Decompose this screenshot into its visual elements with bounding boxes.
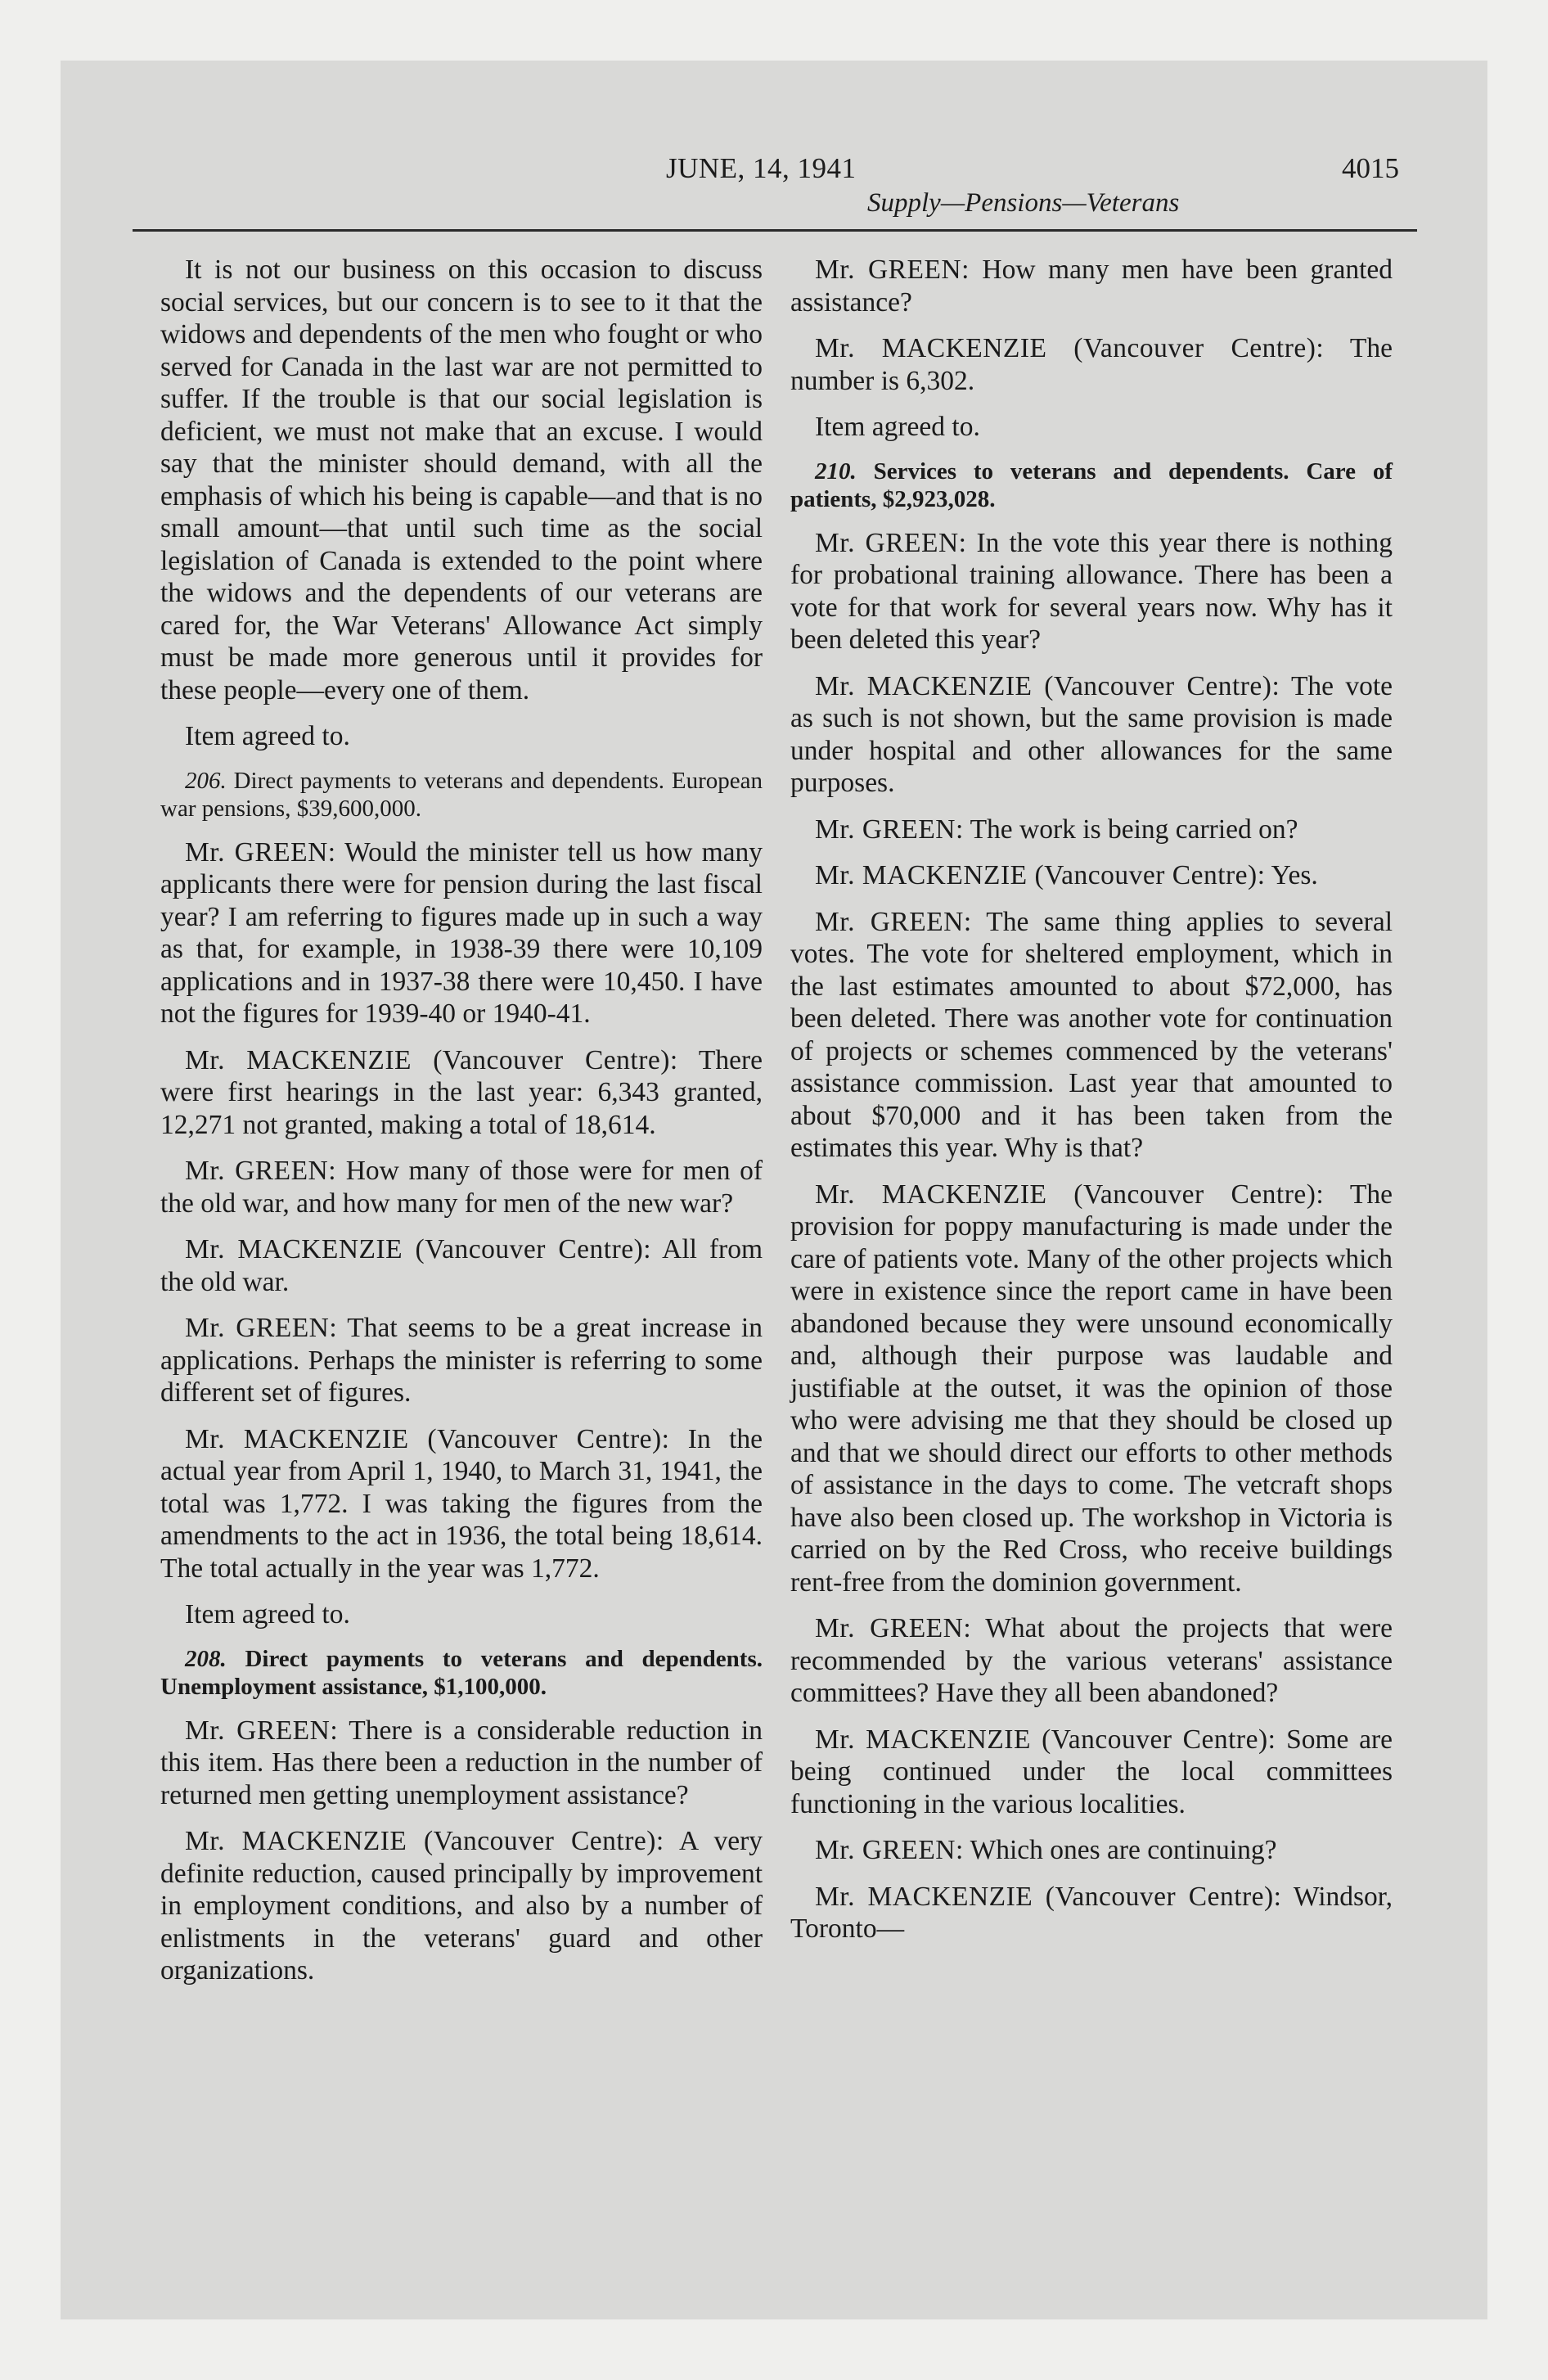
- speaker-name: Mr. MACKENZIE (Vancouver Centre):: [815, 333, 1325, 363]
- speech-text: Which ones are continuing?: [963, 1835, 1277, 1865]
- speaker-name: Mr. MACKENZIE (Vancouver Centre):: [815, 1179, 1325, 1210]
- speech-text: The provision for poppy manufacturing is made under the care of patients vote. Many of the other projects which were in existence since the report came in have been abandoned because they were unsound economically and, although their purpose was laudable and justifiable at the outset, it was the opinion of those who were advising me that they should be closed up and that we should direct our efforts to other methods of assistance in the days to come. The vetcraft shops have also been closed up. The workshop in Victoria is carried on by the Red Cross, who receive buildings rent-free from the dominion government.: [790, 1179, 1393, 1598]
- left-column: [160, 254, 763, 2001]
- header-page-number: 4015: [1342, 152, 1399, 184]
- item-description: Services to veterans and dependents. Care of patients, $2,923,028.: [790, 458, 1393, 512]
- speech-paragraph: [790, 527, 1393, 656]
- speech-text: There were first hearings in the last year: 6,343 granted, 12,271 not granted, making a total of 18,614.: [160, 1044, 763, 1140]
- speaker-name: Mr. MACKENZIE (Vancouver Centre):: [815, 670, 1280, 701]
- speech-text: There is a considerable reduction in this item. Has there been a reduction in the number of returned men getting unemployment assistance?: [160, 1715, 763, 1810]
- speech-paragraph: [160, 1423, 763, 1585]
- speech-paragraph: [790, 332, 1393, 397]
- speech-paragraph: [790, 670, 1393, 800]
- speech-paragraph: [790, 1881, 1393, 1945]
- paragraph: [160, 254, 763, 706]
- speaker-name: Mr. GREEN:: [815, 1613, 972, 1643]
- speaker-name: Mr. GREEN:: [815, 255, 970, 285]
- speech-paragraph: [790, 1724, 1393, 1821]
- header-rule: [133, 229, 1417, 232]
- speech-paragraph: [160, 1825, 763, 1987]
- speech-text: Windsor, Toronto—: [790, 1881, 1393, 1944]
- speech-paragraph: [160, 1233, 763, 1298]
- estimate-item-210: [790, 458, 1393, 513]
- speaker-name: Mr. MACKENZIE (Vancouver Centre):: [185, 1826, 664, 1856]
- speech-paragraph: [790, 1179, 1393, 1599]
- speech-text: The vote as such is not shown, but the same provision is made under hospital and other allowances for the same purposes.: [790, 670, 1393, 798]
- header-date: JUNE, 14, 1941: [666, 152, 857, 184]
- header-section-title: Supply—Pensions—Veterans: [867, 188, 1180, 218]
- speech-text: Some are being continued under the local committees functioning in the various localities.: [790, 1724, 1393, 1819]
- speech-paragraph: [160, 1155, 763, 1219]
- item-agreed: Item agreed to.: [815, 412, 980, 442]
- speaker-name: Mr. MACKENZIE (Vancouver Centre):: [185, 1423, 670, 1454]
- speech-text: Would the minister tell us how many applicants there were for pension during the last fiscal year? I am referring to figures made up in such a way as that, for example, in 1938-39 there were 10,109 applications and in 1937-38 there were 10,450. I have not the figures for 1939-40 or 1940-41.: [160, 836, 763, 1029]
- item-number: 206.: [185, 767, 227, 794]
- item-description: Direct payments to veterans and dependents. Unemployment assistance, $1,100,000.: [160, 1645, 763, 1700]
- speech-paragraph: [790, 1834, 1393, 1867]
- speaker-name: Mr. GREEN:: [815, 527, 967, 558]
- speech-text: How many of those were for men of the old war, and how many for men of the new war?: [160, 1156, 763, 1219]
- page-header: [61, 61, 1487, 224]
- speaker-name: Mr. MACKENZIE (Vancouver Centre):: [815, 1724, 1276, 1755]
- speech-text: In the vote this year there is nothing for probational training allowance. There has been a vote for that work for several years now. Why has it been deleted this year?: [790, 527, 1393, 655]
- speech-paragraph: [160, 1312, 763, 1409]
- paragraph-text: It is not our business on this occasion to discuss social services, but our concern is to see to it that the widows and dependents of the men who fought or who served for Canada in the last war are not permitted to suffer. If the trouble is that our social legislation is deficient, we must not make that an excuse. I would say that the minister should demand, with all the emphasis of which his being is capable—and that is no small amount—that until such time as the social legislation of Canada is extended to the point where the widows and the dependents of our veterans are cared for, the War Veterans' Allowance Act simply must be made more generous until it provides for these people—every one of them.: [160, 255, 763, 705]
- estimate-item-208: [160, 1645, 763, 1701]
- item-number: 208.: [185, 1645, 227, 1672]
- speaker-name: Mr. MACKENZIE (Vancouver Centre):: [185, 1234, 652, 1264]
- speech-text: All from the old war.: [160, 1234, 763, 1297]
- speech-paragraph: [790, 1612, 1393, 1710]
- estimate-item-206: [160, 767, 763, 823]
- item-agreed: Item agreed to.: [185, 721, 350, 751]
- speech-text: A very definite reduction, caused principally by improvement in employment conditions, and also by a number of enlistments in the veterans' guard and other organizations.: [160, 1826, 763, 1986]
- speaker-name: Mr. GREEN:: [185, 1313, 338, 1343]
- speech-text: Yes.: [1265, 860, 1318, 890]
- speaker-name: Mr. GREEN:: [815, 1835, 964, 1865]
- speech-paragraph: [160, 1044, 763, 1142]
- speech-text: The same thing applies to several votes. The vote for sheltered employment, which in the last estimates amounted to about $72,000, has been deleted. There was another vote for continuation of projects or schemes commenced by the veterans' assistance commission. Last year that amounted to about $70,000 and it has been taken from the estimates this year. Why is that?: [790, 906, 1393, 1163]
- speech-text: That seems to be a great increase in applications. Perhaps the minister is referring to some different set of figures.: [160, 1313, 763, 1408]
- scanned-page: [61, 61, 1487, 2319]
- speaker-name: Mr. GREEN:: [185, 1156, 337, 1186]
- speaker-name: Mr. MACKENZIE (Vancouver Centre):: [815, 1881, 1282, 1912]
- speech-paragraph: [790, 254, 1393, 318]
- item-number: 210.: [815, 458, 857, 485]
- speech-paragraph: [160, 836, 763, 1030]
- speech-text: The work is being carried on?: [963, 814, 1298, 845]
- speech-paragraph: [160, 1715, 763, 1812]
- item-agreed: Item agreed to.: [185, 1599, 350, 1629]
- speech-paragraph: [790, 859, 1393, 892]
- speaker-name: Mr. MACKENZIE (Vancouver Centre):: [815, 860, 1266, 890]
- speech-paragraph: [790, 906, 1393, 1165]
- right-column: [790, 254, 1393, 1959]
- speech-text: How many men have been granted assistance?: [790, 255, 1393, 318]
- speech-text: In the actual year from April 1, 1940, to March 31, 1941, the total was 1,772. I was taking the figures from the amendments to the act in 1936, the total being 18,614. The total actually in the year was 1,772.: [160, 1423, 763, 1584]
- speaker-name: Mr. GREEN:: [815, 814, 964, 845]
- speech-text: The number is 6,302.: [790, 333, 1393, 396]
- speaker-name: Mr. GREEN:: [185, 836, 336, 868]
- speaker-name: Mr. GREEN:: [185, 1715, 339, 1746]
- speaker-name: Mr. MACKENZIE (Vancouver Centre):: [185, 1044, 678, 1075]
- item-description: Direct payments to veterans and dependents. European war pensions, $39,600,000.: [160, 767, 763, 822]
- speech-text: What about the projects that were recommended by the various veterans' assistance committees? Have they all been abandoned?: [790, 1613, 1393, 1708]
- speech-paragraph: [790, 814, 1393, 846]
- speaker-name: Mr. GREEN:: [815, 906, 972, 937]
